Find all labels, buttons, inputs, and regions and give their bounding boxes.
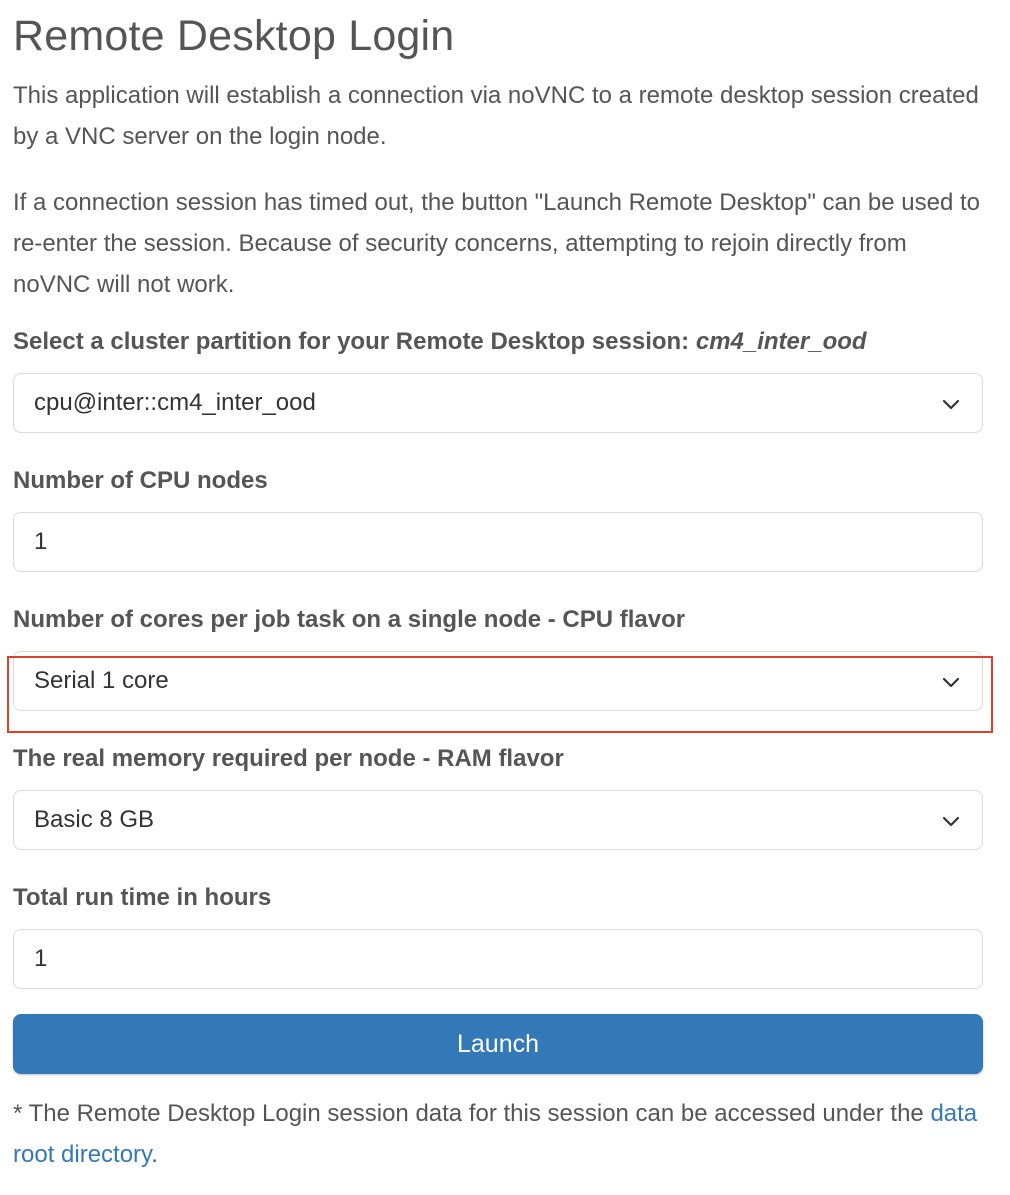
page-title: Remote Desktop Login (13, 12, 455, 60)
partition-select[interactable] (13, 373, 983, 433)
timeout-note: If a connection session has timed out, the button "Launch Remote Desktop" can be used to re-enter the session. Because of security concerns, attempting to rejoin directly from noVNC will not work. (13, 189, 980, 298)
footnote-prefix: * The Remote Desktop Login session data for this session can be accessed under the (13, 1100, 931, 1127)
footnote-suffix: . (151, 1141, 158, 1168)
run-time-input[interactable] (13, 929, 983, 989)
chevron-down-icon (942, 812, 960, 830)
memory-select-value: Basic 8 GB (34, 806, 155, 833)
remote-desktop-page (13, 0, 983, 1175)
chevron-down-icon (942, 673, 960, 691)
run-time-field (13, 883, 983, 989)
partition-select-value: cpu@inter::cm4_inter_ood (34, 389, 316, 416)
partition-field (13, 327, 983, 433)
footnote (13, 1093, 983, 1175)
launch-row (13, 1014, 983, 1074)
memory-field (13, 744, 983, 850)
cores-select[interactable] (13, 651, 983, 711)
data-root-link[interactable]: data root directory (13, 1100, 978, 1168)
run-time-label: Total run time in hours (13, 884, 272, 911)
cpu-nodes-input[interactable] (13, 512, 983, 572)
memory-label: The real memory required per node - RAM flavor (13, 745, 564, 772)
partition-label (13, 327, 983, 357)
cpu-nodes-label: Number of CPU nodes (13, 467, 268, 494)
partition-label-text: Select a cluster partition for your Remote Desktop session: (13, 328, 696, 355)
cores-label: Number of cores per job task on a single node - CPU flavor (13, 606, 686, 633)
cpu-nodes-field (13, 466, 983, 572)
memory-select[interactable] (13, 790, 983, 850)
launch-button[interactable]: Launch (13, 1014, 983, 1074)
cores-field (13, 605, 983, 711)
chevron-down-icon (942, 395, 960, 413)
cores-select-value: Serial 1 core (34, 667, 169, 694)
partition-label-emphasis: cm4_inter_ood (695, 328, 867, 355)
intro-text: This application will establish a connection via noVNC to a remote desktop session created by a VNC server on the login node. (13, 82, 979, 150)
